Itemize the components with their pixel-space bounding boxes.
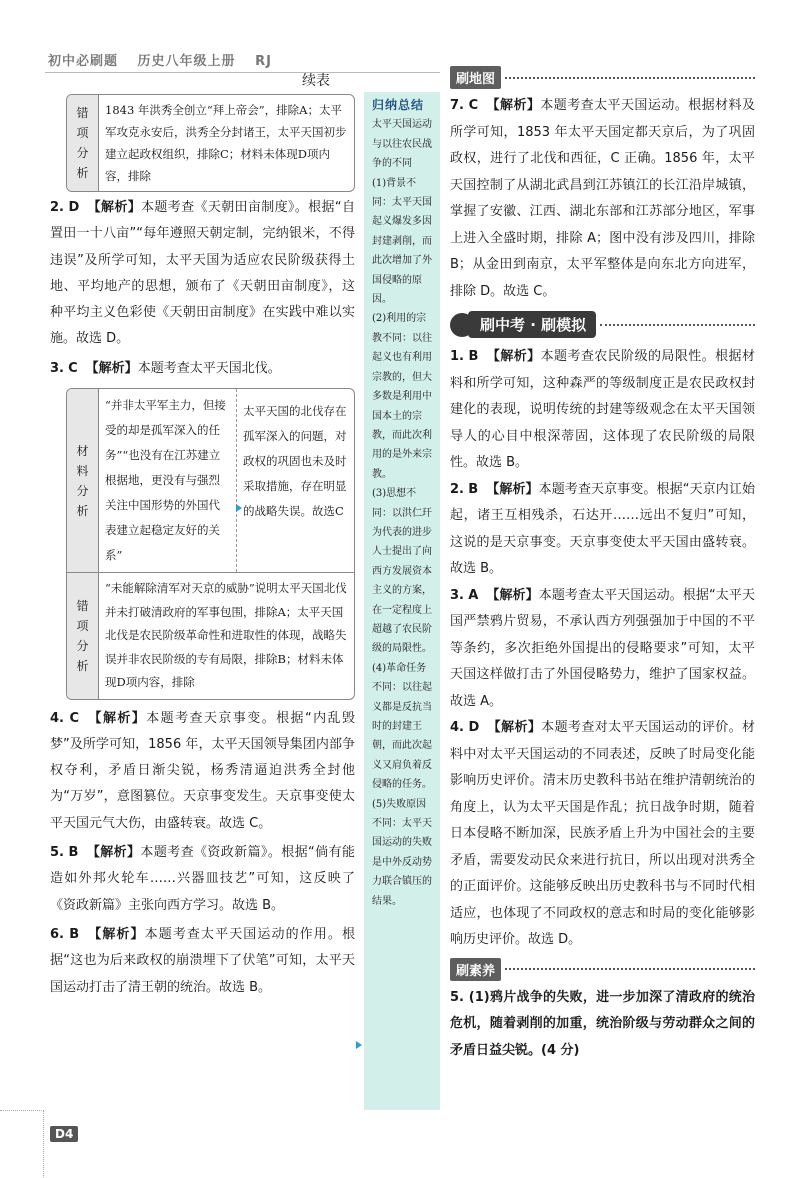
answer-r1: 1. B 【解析】本题考查农民阶级的局限性。根据材料和所学可知，这种森严的等级制度正是农民政权封建化的表现，说明传统的封建等级观念在太平天国领导人的心目中根深蒂固，这体现了农民阶级的局限性。故选 B。 xyxy=(450,349,755,470)
material-quote: “并非太平军主力，但接受的却是孤军深入的任务”“也没有在江苏建立根据地，更没有与强烈关注中国形势的外国代表建立起稳定友好的关系” xyxy=(99,389,237,572)
answer-3: 3. C 【解析】本题考查太平天国北伐。 xyxy=(50,360,281,376)
header-divider xyxy=(45,72,440,73)
table-label: 错项分析 xyxy=(67,573,99,699)
section-exam xyxy=(450,311,755,338)
running-header xyxy=(48,50,286,69)
answer-4: 4. C 【解析】本题考查天京事变。根据“内乱毁梦”及所学可知，1856 年，太平天国领导集团内部争权夺利，矛盾日渐尖锐，杨秀清逼迫洪秀全封他为“万岁”，意图篡位。天京事变发生。天京事变使太平天国元气大伤，由盛转衰。故选 C。 xyxy=(50,710,355,831)
error-analysis-table-1 xyxy=(66,94,355,192)
pencil-badge-icon xyxy=(450,313,474,337)
summary-sidebar xyxy=(364,92,440,1110)
book-title: 初中必刷题 xyxy=(48,54,119,69)
table-cell: 1843 年洪秀全创立“拜上帝会”，排除A；太平军攻克永安后，洪秀全分封诸王，太平天国初步建立起政权组织，排除C；材料未体现D项内容，排除 xyxy=(105,103,347,183)
answer-7: 7. C 【解析】本题考查太平天国运动。根据材料及所学可知，1853 年太平天国定都天京后，为了巩固政权，进行了北伐和西征，C 正确。1856 年，太平天国控制了从湖北武昌到江苏镇江的长江沿岸城镇，掌握了安徽、江西、湖北东部和江苏部分地区，军事上进入全盛时期，排除 A；图中没有涉及四川，排除 B；从金田到南京，太平军整体是向东北方向进军，排除 D。故选 C。 xyxy=(450,98,755,299)
arrow-icon xyxy=(356,1041,362,1049)
error-analysis: “未能解除清军对天京的威胁”说明太平天国北伐并未打破清政府的军事包围，排除A；太平天国北伐是农民阶级革命性和进取性的体现，战略失误并非农民阶级的专有局限，排除B；材料未体现D项内容，排除 xyxy=(105,581,347,690)
summary-point-4: (4)革命任务不同：以往起义都是反抗当时的封建王朝，而此次起义又肩负着反侵略的任务。 xyxy=(372,662,432,791)
arrow-icon xyxy=(236,504,242,512)
dotted-divider xyxy=(505,968,755,970)
answer-6: 6. B 【解析】本题考查太平天国运动的作用。根据“这也为后来政权的崩溃埋下了伏笔”可知，太平天国运动打击了清王朝的统治。故选 B。 xyxy=(50,926,355,995)
book-edition: RJ xyxy=(255,54,272,69)
summary-intro: 太平天国运动与以往农民战争的不同 xyxy=(372,119,432,170)
summary-point-5: (5)失败原因不同：太平天国运动的失败是中外反动势力联合镇压的结果。 xyxy=(372,798,432,907)
summary-title: 归纳总结 xyxy=(372,98,425,112)
page-number: D4 xyxy=(50,1126,78,1142)
page-corner-decoration xyxy=(0,1110,44,1178)
summary-point-1: (1)背景不同：太平天国起义爆发多因封建剥削，而此次增加了外国侵略的原因。 xyxy=(372,177,432,306)
answer-r3: 3. A 【解析】本题考查太平天国运动。根据“太平天国严禁鸦片贸易，不承认西方列强强加于中国的不平等条约，多次拒绝外国提出的侵略要求”可知，太平天国这样做打击了外国侵略势力，维护了国家权益。故选 A。 xyxy=(450,587,755,709)
continued-label: 续表 xyxy=(302,73,330,89)
section-quality xyxy=(450,958,755,981)
dotted-divider xyxy=(505,77,755,79)
answer-5: 5. B 【解析】本题考查《资政新篇》。根据“倘有能造如外邦火轮车……兴器皿技艺”可知，这反映了《资政新篇》主张向西方学习。故选 B。 xyxy=(50,845,355,913)
table-label: 材料分析 xyxy=(67,389,99,572)
summary-point-2: (2)利用的宗教不同：以往起义也有利用宗教的，但大多数是利用中国本土的宗教，而此次利用的是外来宗教。 xyxy=(372,313,432,480)
right-column xyxy=(450,66,755,1064)
dotted-divider xyxy=(600,324,755,326)
material-analysis: 太平天国的北伐存在孤军深入的问题，对政权的巩固也未及时采取措施，存在明显的战略失误。故选C xyxy=(243,404,347,519)
answer-r4: 4. D 【解析】本题考查对太平天国运动的评价。材料中对太平天国运动的不同表述，反映了时局变化能影响历史评价。清末历史教科书站在维护清朝统治的角度上，认为太平天国是作乱；抗日战争时期，随着日本侵略不断加深，民族矛盾上升为中国社会的主要矛盾，需要发动民众来进行抗日，所以出现对洪秀全的正面评价。这能够反映出历史教科书与不同时代相适应，也体现了不同政权的意志和时局的变化能够影响历史评价。故选 D。 xyxy=(450,720,755,947)
table-label: 错项分析 xyxy=(67,95,99,191)
answer-r2: 2. B 【解析】本题考查天京事变。根据“天京内讧始起，诸王互相残杀，石达开……远出不复归”可知，这说的是天京事变。天京事变使太平天国由盛转衰。故选 B。 xyxy=(450,481,755,576)
section-label: 刷素养 xyxy=(450,958,501,981)
book-subject: 历史八年级上册 xyxy=(137,54,236,69)
section-map xyxy=(450,66,755,89)
page-corner-decoration xyxy=(0,1110,44,1111)
answer-2: 2. D 【解析】本题考查《天朝田亩制度》。根据“自置田一十八亩”“每年遵照天朝定制，完纳银米，不得违误”及所学可知，太平天国为适应农民阶级获得土地、平均地产的思想，颁布了《天朝田亩制度》，这种平均主义色彩使《天朝田亩制度》在实践中难以实施。故选 D。 xyxy=(50,200,355,347)
left-column xyxy=(50,94,355,1001)
section-label: 刷中考 · 刷模拟 xyxy=(468,311,596,338)
section-label: 刷地图 xyxy=(450,66,501,89)
analysis-table-2 xyxy=(66,388,355,700)
answer-r5: 5. (1)鸦片战争的失败，进一步加深了清政府的统治危机，随着剥削的加重，统治阶级与劳动群众之间的矛盾日益尖锐。(4 分) xyxy=(450,989,755,1058)
summary-point-3: (3)思想不同：以洪仁玕为代表的进步人士提出了向西方发展资本主义的方案，在一定程度上超越了农民阶级的局限性。 xyxy=(372,488,432,655)
